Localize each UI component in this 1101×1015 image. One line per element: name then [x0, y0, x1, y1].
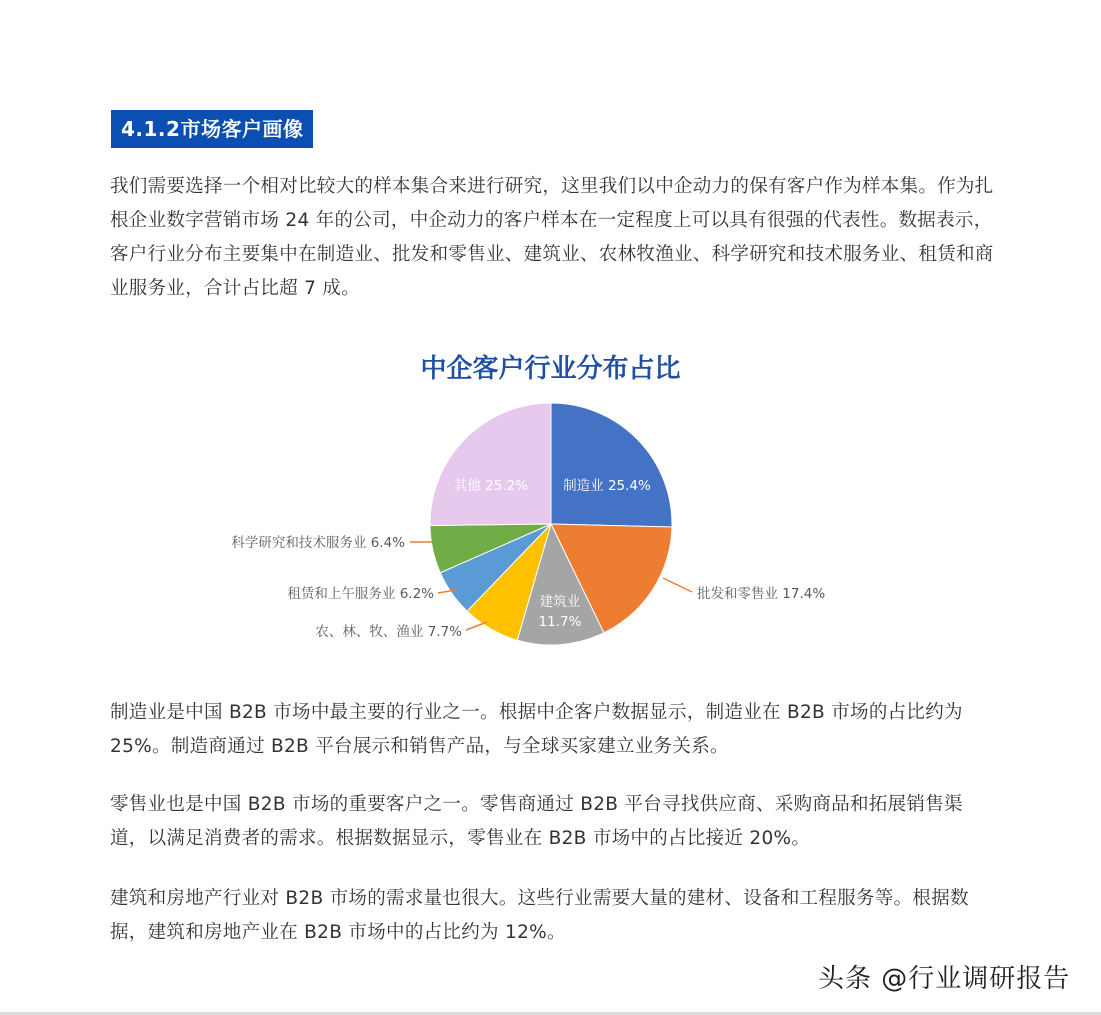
label-retail: 批发和零售业 17.4% [697, 586, 826, 602]
label-science: 科学研究和技术服务业 6.4% [231, 535, 405, 551]
label-leasing: 租赁和上午服务业 6.2% [287, 586, 434, 602]
pie-slice [551, 403, 672, 527]
label-manufacturing: 制造业 25.4% [563, 478, 651, 494]
construction-paragraph: 建筑和房地产行业对 B2B 市场的需求量也很大。这些行业需要大量的建材、设备和工程服务等。根据数据，建筑和房地产业在 B2B 市场中的占比约为 12%。 [110, 888, 969, 943]
retail-paragraph: 零售业也是中国 B2B 市场的重要客户之一。零售商通过 B2B 平台寻找供应商、采购商品和拓展销售渠道，以满足消费者的需求。根据数据显示，零售业在 B2B 市场中的占比接近 20%。 [110, 794, 963, 849]
chart-title: 中企客户行业分布占比 [420, 354, 681, 384]
leader-line-retail [663, 578, 692, 592]
intro-paragraph: 我们需要选择一个相对比较大的样本集合来进行研究，这里我们以中企动力的保有客户作为样本集。作为扎根企业数字营销市场 24 年的公司，中企动力的客户样本在一定程度上可以具有很强的代表性。数据表示，客户行业分布主要集中在制造业、批发和零售业、建筑业、农林牧渔业、科学研究和技术服务业、租赁和商业服务业，合计占比超 7 成。 [110, 176, 994, 299]
section-heading: 4.1.2市场客户画像 [111, 110, 313, 148]
watermark: 头条 @行业调研报告 [818, 964, 1071, 994]
label-construction-value: 11.7% [538, 614, 582, 630]
leader-line-agri [466, 622, 487, 630]
manufacturing-paragraph: 制造业是中国 B2B 市场中最主要的行业之一。根据中企客户数据显示，制造业在 B2B 市场的占比约为 25%。制造商通过 B2B 平台展示和销售产品，与全球买家建立业务关系。 [110, 702, 963, 757]
label-agriculture: 农、林、牧、渔业 7.7% [315, 624, 462, 640]
pie-slice [430, 403, 551, 526]
label-construction-name: 建筑业 [539, 594, 581, 610]
label-other: 其他 25.2% [453, 478, 529, 494]
